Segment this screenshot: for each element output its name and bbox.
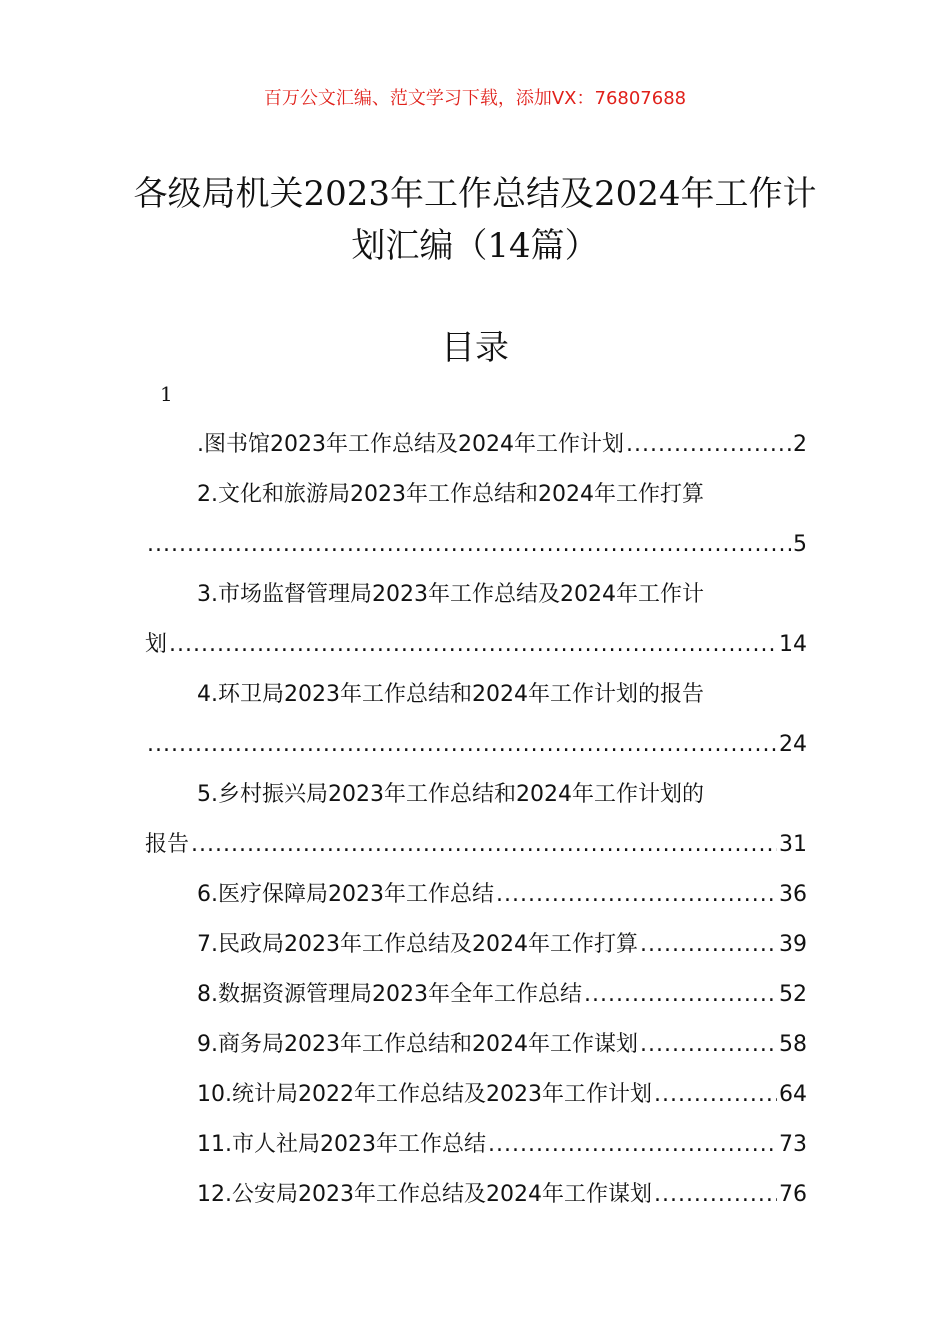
toc-entry-page: 24 xyxy=(779,732,807,757)
dot-leader xyxy=(626,420,791,470)
dot-leader xyxy=(640,1020,777,1070)
toc-entry-page: 31 xyxy=(779,832,807,857)
dot-leader xyxy=(169,620,777,670)
toc-entry-title: 9.商务局2023年工作总结和2024年工作谋划 xyxy=(197,1032,638,1057)
toc-entry-page: 2 xyxy=(793,432,807,457)
toc-entry-title: 7.民政局2023年工作总结及2024年工作打算 xyxy=(197,932,638,957)
dot-leader xyxy=(147,720,777,770)
dot-leader xyxy=(584,970,777,1020)
toc-entry[interactable] xyxy=(145,470,807,570)
toc-entry-title: 8.数据资源管理局2023年全年工作总结 xyxy=(197,982,582,1007)
dot-leader xyxy=(488,1120,777,1170)
toc-entry[interactable] xyxy=(145,1020,807,1070)
toc-entry-page: 39 xyxy=(779,932,807,957)
stray-number: 1 xyxy=(160,382,173,406)
toc-entry-title: 11.市人社局2023年工作总结 xyxy=(197,1132,486,1157)
dot-leader xyxy=(654,1170,777,1220)
toc-entry-title: 3.市场监督管理局2023年工作总结及2024年工作计 xyxy=(197,582,704,607)
toc-entry-page: 73 xyxy=(779,1132,807,1157)
toc-entry-page: 5 xyxy=(793,532,807,557)
toc-entry-title: 2.文化和旅游局2023年工作总结和2024年工作打算 xyxy=(197,482,704,507)
toc-entry-page: 36 xyxy=(779,882,807,907)
toc-entry[interactable] xyxy=(145,770,807,870)
toc-entry[interactable] xyxy=(145,920,807,970)
dot-leader xyxy=(640,920,777,970)
toc-heading: 目录 xyxy=(441,328,509,368)
dot-leader xyxy=(496,870,777,920)
dot-leader xyxy=(147,520,791,570)
toc-entry-page: 76 xyxy=(779,1182,807,1207)
toc-entry[interactable] xyxy=(145,870,807,920)
toc-entry[interactable] xyxy=(145,570,807,670)
toc-entry[interactable] xyxy=(145,420,807,470)
dot-leader xyxy=(654,1070,777,1120)
toc-entry-page: 52 xyxy=(779,982,807,1007)
toc-entry-title: 6.医疗保障局2023年工作总结 xyxy=(197,882,494,907)
toc-entry-title: 5.乡村振兴局2023年工作总结和2024年工作计划的 xyxy=(197,782,704,807)
toc-entry-title-cont: 划 xyxy=(145,632,168,657)
toc-entry-title: 12.公安局2023年工作总结及2024年工作谋划 xyxy=(197,1182,652,1207)
table-of-contents xyxy=(145,420,807,1220)
toc-entry-page: 64 xyxy=(779,1082,807,1107)
toc-entry-title-cont: 报告 xyxy=(145,832,190,857)
header-note: 百万公文汇编、范文学习下载，添加VX：76807688 xyxy=(263,88,687,109)
document-title: 各级局机关2023年工作总结及2024年工作计划汇编（14篇） xyxy=(133,174,817,266)
toc-entry[interactable] xyxy=(145,1120,807,1170)
toc-entry[interactable] xyxy=(145,970,807,1020)
dot-leader xyxy=(191,820,777,870)
toc-entry-title: .图书馆2023年工作总结及2024年工作计划 xyxy=(197,432,624,457)
toc-entry[interactable] xyxy=(145,670,807,770)
toc-entry[interactable] xyxy=(145,1070,807,1120)
toc-entry-title: 10.统计局2022年工作总结及2023年工作计划 xyxy=(197,1082,652,1107)
toc-entry-page: 14 xyxy=(779,632,807,657)
toc-entry-title: 4.环卫局2023年工作总结和2024年工作计划的报告 xyxy=(197,682,704,707)
toc-entry[interactable] xyxy=(145,1170,807,1220)
toc-entry-page: 58 xyxy=(779,1032,807,1057)
